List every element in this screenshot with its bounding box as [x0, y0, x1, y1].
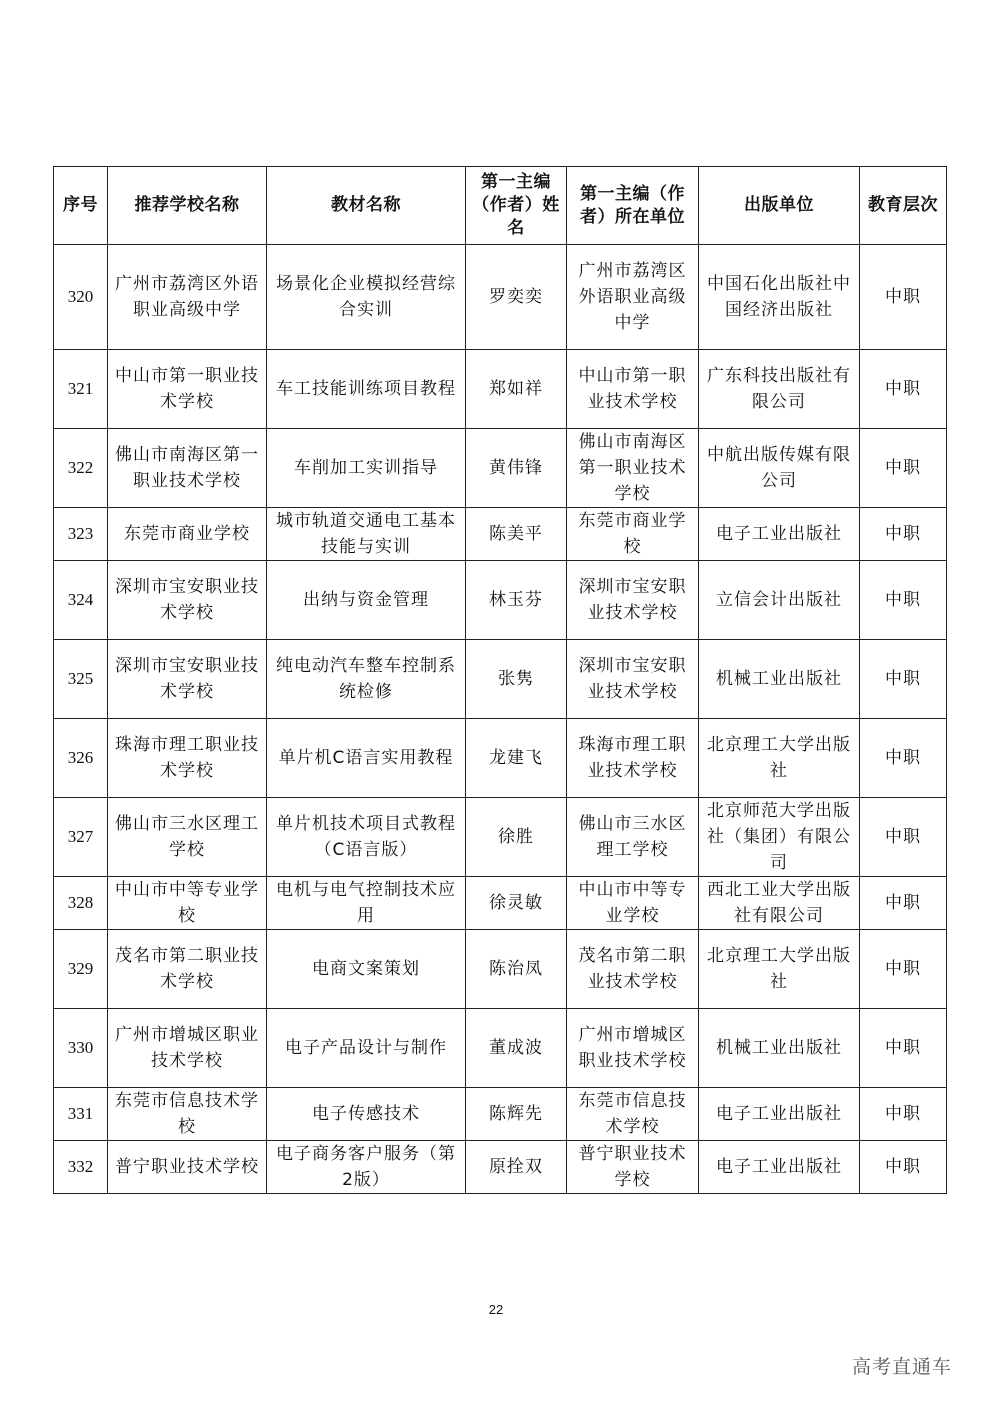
table-header-row	[54, 167, 947, 245]
table-row	[54, 930, 947, 1009]
page-number: 22	[488, 1302, 504, 1317]
school-name: 珠海市理工职业技术学校	[108, 719, 267, 798]
editor-unit: 东莞市商业学校	[567, 508, 699, 561]
editor-name: 张隽	[466, 640, 567, 719]
textbook-table	[53, 166, 947, 1194]
editor-name: 陈辉先	[466, 1088, 567, 1141]
editor-unit: 东莞市信息技术学校	[567, 1088, 699, 1141]
header-cell: 序号	[54, 167, 108, 245]
textbook-name: 电子传感技术	[267, 1088, 466, 1141]
textbook-name: 单片机C语言实用教程	[267, 719, 466, 798]
table-row	[54, 877, 947, 930]
editor-unit: 佛山市三水区理工学校	[567, 798, 699, 877]
editor-name: 郑如祥	[466, 350, 567, 429]
publisher: 北京理工大学出版社	[699, 930, 860, 1009]
row-number: 330	[54, 1009, 108, 1088]
education-level: 中职	[860, 1009, 947, 1088]
publisher: 西北工业大学出版社有限公司	[699, 877, 860, 930]
education-level: 中职	[860, 877, 947, 930]
editor-unit: 广州市增城区职业技术学校	[567, 1009, 699, 1088]
row-number: 329	[54, 930, 108, 1009]
school-name: 深圳市宝安职业技术学校	[108, 561, 267, 640]
table-row	[54, 350, 947, 429]
publisher: 立信会计出版社	[699, 561, 860, 640]
textbook-name: 场景化企业模拟经营综合实训	[267, 245, 466, 350]
table-row	[54, 1009, 947, 1088]
school-name: 广州市荔湾区外语职业高级中学	[108, 245, 267, 350]
editor-unit: 中山市中等专业学校	[567, 877, 699, 930]
publisher: 北京理工大学出版社	[699, 719, 860, 798]
editor-unit: 广州市荔湾区外语职业高级中学	[567, 245, 699, 350]
editor-name: 徐胜	[466, 798, 567, 877]
school-name: 普宁职业技术学校	[108, 1141, 267, 1194]
editor-name: 陈治凤	[466, 930, 567, 1009]
editor-name: 陈美平	[466, 508, 567, 561]
row-number: 324	[54, 561, 108, 640]
publisher: 机械工业出版社	[699, 640, 860, 719]
textbook-name: 电子商务客户服务（第2版）	[267, 1141, 466, 1194]
education-level: 中职	[860, 429, 947, 508]
editor-unit: 珠海市理工职业技术学校	[567, 719, 699, 798]
education-level: 中职	[860, 561, 947, 640]
textbook-name: 单片机技术项目式教程（C语言版）	[267, 798, 466, 877]
publisher: 机械工业出版社	[699, 1009, 860, 1088]
editor-name: 黄伟锋	[466, 429, 567, 508]
editor-name: 原拴双	[466, 1141, 567, 1194]
school-name: 东莞市商业学校	[108, 508, 267, 561]
header-cell: 推荐学校名称	[108, 167, 267, 245]
school-name: 中山市中等专业学校	[108, 877, 267, 930]
school-name: 中山市第一职业技术学校	[108, 350, 267, 429]
row-number: 323	[54, 508, 108, 561]
publisher: 广东科技出版社有限公司	[699, 350, 860, 429]
row-number: 327	[54, 798, 108, 877]
education-level: 中职	[860, 640, 947, 719]
table-row	[54, 561, 947, 640]
education-level: 中职	[860, 245, 947, 350]
header-cell: 教材名称	[267, 167, 466, 245]
school-name: 茂名市第二职业技术学校	[108, 930, 267, 1009]
table-row	[54, 1141, 947, 1194]
editor-unit: 佛山市南海区第一职业技术学校	[567, 429, 699, 508]
school-name: 佛山市三水区理工学校	[108, 798, 267, 877]
editor-unit: 深圳市宝安职业技术学校	[567, 561, 699, 640]
row-number: 320	[54, 245, 108, 350]
editor-name: 徐灵敏	[466, 877, 567, 930]
header-cell: 第一主编（作者）所在单位	[567, 167, 699, 245]
row-number: 331	[54, 1088, 108, 1141]
table-row	[54, 245, 947, 350]
header-cell: 第一主编（作者）姓名	[466, 167, 567, 245]
editor-unit: 茂名市第二职业技术学校	[567, 930, 699, 1009]
education-level: 中职	[860, 1088, 947, 1141]
school-name: 深圳市宝安职业技术学校	[108, 640, 267, 719]
row-number: 321	[54, 350, 108, 429]
education-level: 中职	[860, 798, 947, 877]
table-row	[54, 640, 947, 719]
row-number: 326	[54, 719, 108, 798]
education-level: 中职	[860, 508, 947, 561]
education-level: 中职	[860, 930, 947, 1009]
publisher: 中航出版传媒有限公司	[699, 429, 860, 508]
textbook-name: 电商文案策划	[267, 930, 466, 1009]
editor-name: 龙建飞	[466, 719, 567, 798]
row-number: 322	[54, 429, 108, 508]
row-number: 328	[54, 877, 108, 930]
textbook-name: 电子产品设计与制作	[267, 1009, 466, 1088]
textbook-name: 车削加工实训指导	[267, 429, 466, 508]
header-cell: 教育层次	[860, 167, 947, 245]
publisher: 北京师范大学出版社（集团）有限公司	[699, 798, 860, 877]
textbook-name: 纯电动汽车整车控制系统检修	[267, 640, 466, 719]
table-row	[54, 508, 947, 561]
editor-unit: 深圳市宝安职业技术学校	[567, 640, 699, 719]
editor-unit: 中山市第一职业技术学校	[567, 350, 699, 429]
education-level: 中职	[860, 1141, 947, 1194]
editor-unit: 普宁职业技术学校	[567, 1141, 699, 1194]
education-level: 中职	[860, 350, 947, 429]
row-number: 332	[54, 1141, 108, 1194]
publisher: 电子工业出版社	[699, 1088, 860, 1141]
table-row	[54, 719, 947, 798]
table-row	[54, 1088, 947, 1141]
editor-name: 林玉芬	[466, 561, 567, 640]
row-number: 325	[54, 640, 108, 719]
editor-name: 董成波	[466, 1009, 567, 1088]
publisher: 中国石化出版社中国经济出版社	[699, 245, 860, 350]
header-cell: 出版单位	[699, 167, 860, 245]
textbook-name: 出纳与资金管理	[267, 561, 466, 640]
education-level: 中职	[860, 719, 947, 798]
textbook-name: 车工技能训练项目教程	[267, 350, 466, 429]
table-row	[54, 798, 947, 877]
editor-name: 罗奕奕	[466, 245, 567, 350]
table-row	[54, 429, 947, 508]
school-name: 佛山市南海区第一职业技术学校	[108, 429, 267, 508]
publisher: 电子工业出版社	[699, 508, 860, 561]
school-name: 广州市增城区职业技术学校	[108, 1009, 267, 1088]
textbook-name: 城市轨道交通电工基本技能与实训	[267, 508, 466, 561]
watermark: 高考直通车	[852, 1356, 953, 1378]
textbook-name: 电机与电气控制技术应用	[267, 877, 466, 930]
publisher: 电子工业出版社	[699, 1141, 860, 1194]
school-name: 东莞市信息技术学校	[108, 1088, 267, 1141]
